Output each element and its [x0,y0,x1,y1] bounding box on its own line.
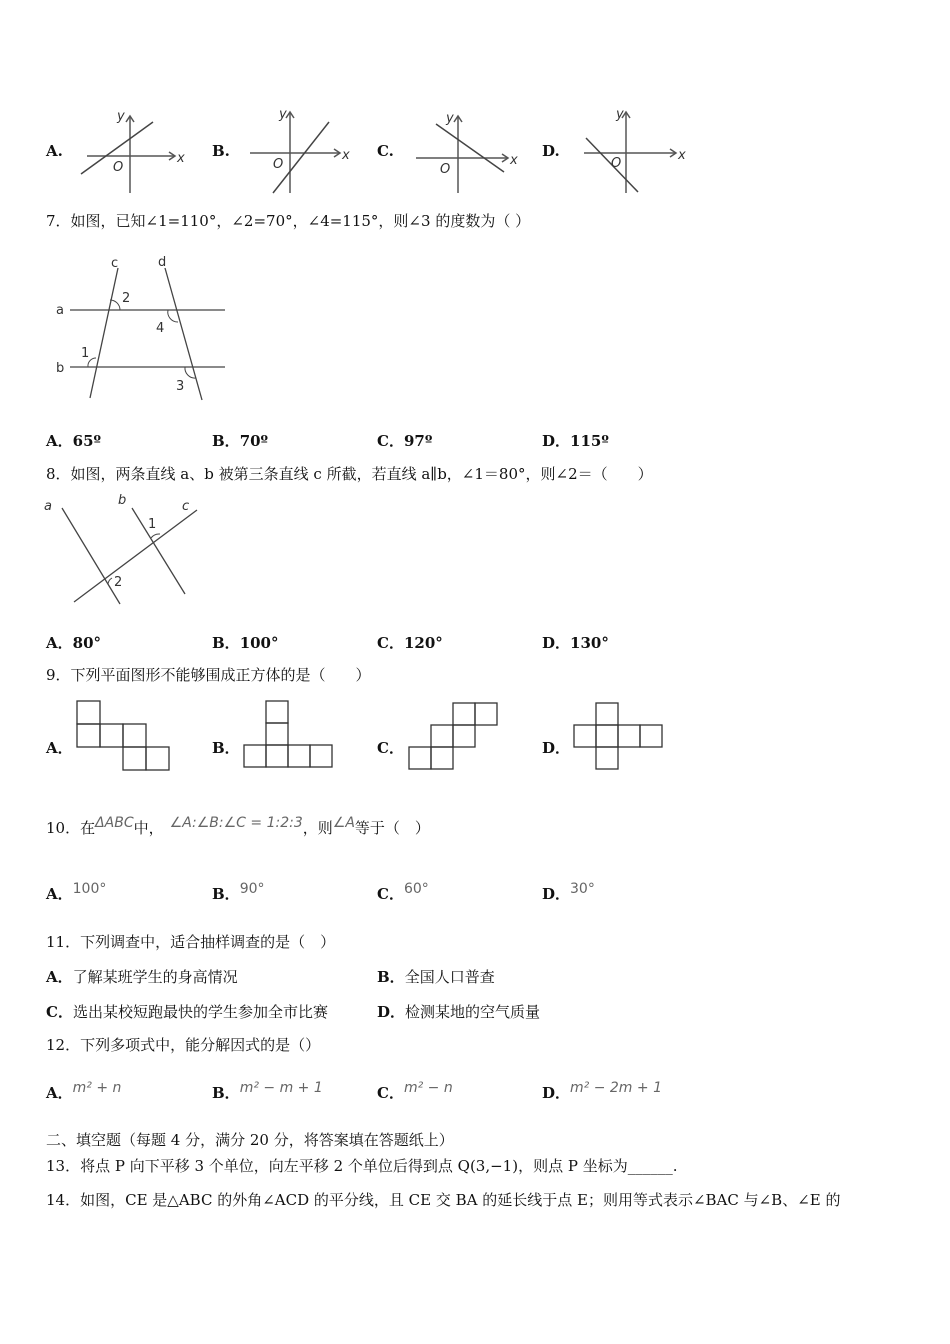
y-axis-label: y [279,107,287,122]
q9-text: 9．下列平面图形不能够围成正方体的是（ ） [46,666,371,684]
q11-option-a[interactable]: A．了解某班学生的身高情况 [46,968,238,986]
q14-text: 14．如图，CE 是△ABC 的外角∠ACD 的平分线，且 CE 交 BA 的延长线于点 E；则用等式表示∠BAC 与∠B、∠E 的 [46,1191,841,1209]
origin-label: O [611,156,622,171]
y-axis-label: y [446,111,454,126]
q9-net-c [408,702,503,772]
angle-a: ∠A [332,815,355,831]
q8-option-d[interactable]: D．130° [542,634,609,652]
q6-option-c-label[interactable]: C. [377,142,394,160]
q12-option-b[interactable]: B．m² − m + 1 [212,1080,323,1102]
q7-text: 7．如图，已知∠1=110°，∠2=70°，∠4=115°，则∠3 的度数为（ ） [46,212,531,230]
q8-option-b[interactable]: B．100° [212,634,279,652]
x-axis-label: x [342,148,350,163]
line-c-label: c [182,499,190,514]
q10-option-b[interactable]: B．90° [212,881,265,903]
origin-label: O [113,160,124,175]
angle-1-label: 1 [81,346,90,361]
origin-label: O [273,157,284,172]
q13-text: 13．将点 P 向下平移 3 个单位，向左平移 2 个单位后得到点 Q(3,−1)，则点 P 坐标为______. [46,1157,678,1175]
q9-net-d [574,702,669,772]
q7-option-b[interactable]: B．70º [212,432,269,450]
q7-option-a[interactable]: A．65º [46,432,102,450]
q10-text: 10．在ΔABC中， ∠A:∠B:∠C = 1:2:3，则∠A等于（ ） [46,815,430,837]
y-axis-label: y [117,109,125,124]
triangle-abc: ΔABC [95,815,134,831]
q8-figure [40,490,210,610]
line-d-label: d [158,255,167,270]
line-b-label: b [56,361,65,376]
x-axis-label: x [510,153,518,168]
angle-ratio: ∠A:∠B:∠C = 1:2:3 [169,815,303,831]
q6-option-a-label[interactable]: A. [46,142,63,160]
line-a-label: a [56,303,64,318]
angle-4-label: 4 [156,321,165,336]
q8-option-a[interactable]: A．80° [46,634,102,652]
q11-option-c[interactable]: C．选出某校短跑最快的学生参加全市比赛 [46,1003,328,1021]
q6-graph-b [245,108,360,198]
section-2-title: 二、填空题（每题 4 分，满分 20 分，将答案填在答题纸上） [46,1131,454,1149]
q7-option-c[interactable]: C．97º [377,432,433,450]
q12-text: 12．下列多项式中，能分解因式的是（） [46,1036,321,1054]
q9-net-a [76,700,171,772]
x-axis-label: x [177,151,185,166]
q6-option-b-label[interactable]: B. [212,142,230,160]
q9-option-c-label[interactable]: C． [377,739,404,757]
q11-option-d[interactable]: D．检测某地的空气质量 [377,1003,541,1021]
q6-graph-d [580,108,695,198]
q7-figure [50,250,240,410]
q9-net-b [242,700,337,772]
q8-text: 8．如图，两条直线 a、b 被第三条直线 c 所截，若直线 a∥b，∠1＝80°，则∠2＝（ ） [46,465,653,483]
q10-option-c[interactable]: C．60° [377,881,429,903]
angle-2-label: 2 [122,291,131,306]
q10-option-a[interactable]: A．100° [46,881,107,903]
angle-3-label: 3 [176,379,185,394]
q6-graph-c [412,108,527,198]
q6-graph-a [75,108,190,198]
q8-option-c[interactable]: C．120° [377,634,443,652]
q9-option-d-label[interactable]: D． [542,739,571,757]
q10-option-d[interactable]: D．30° [542,881,595,903]
q12-option-d[interactable]: D．m² − 2m + 1 [542,1080,662,1102]
q9-option-a-label[interactable]: A． [46,739,73,757]
q9-option-b-label[interactable]: B． [212,739,240,757]
line-b-label: b [118,493,127,508]
q7-option-d[interactable]: D．115º [542,432,609,450]
q12-option-a[interactable]: A．m² + n [46,1080,122,1102]
line-a-label: a [44,499,52,514]
y-axis-label: y [616,107,624,122]
line-c-label: c [111,256,119,271]
q6-option-d-label[interactable]: D. [542,142,560,160]
angle-1-label: 1 [148,517,157,532]
q12-option-c[interactable]: C．m² − n [377,1080,453,1102]
x-axis-label: x [678,148,686,163]
angle-2-label: 2 [114,575,123,590]
origin-label: O [440,162,451,177]
q11-option-b[interactable]: B．全国人口普查 [377,968,495,986]
q11-text: 11．下列调查中，适合抽样调查的是（ ） [46,933,336,951]
